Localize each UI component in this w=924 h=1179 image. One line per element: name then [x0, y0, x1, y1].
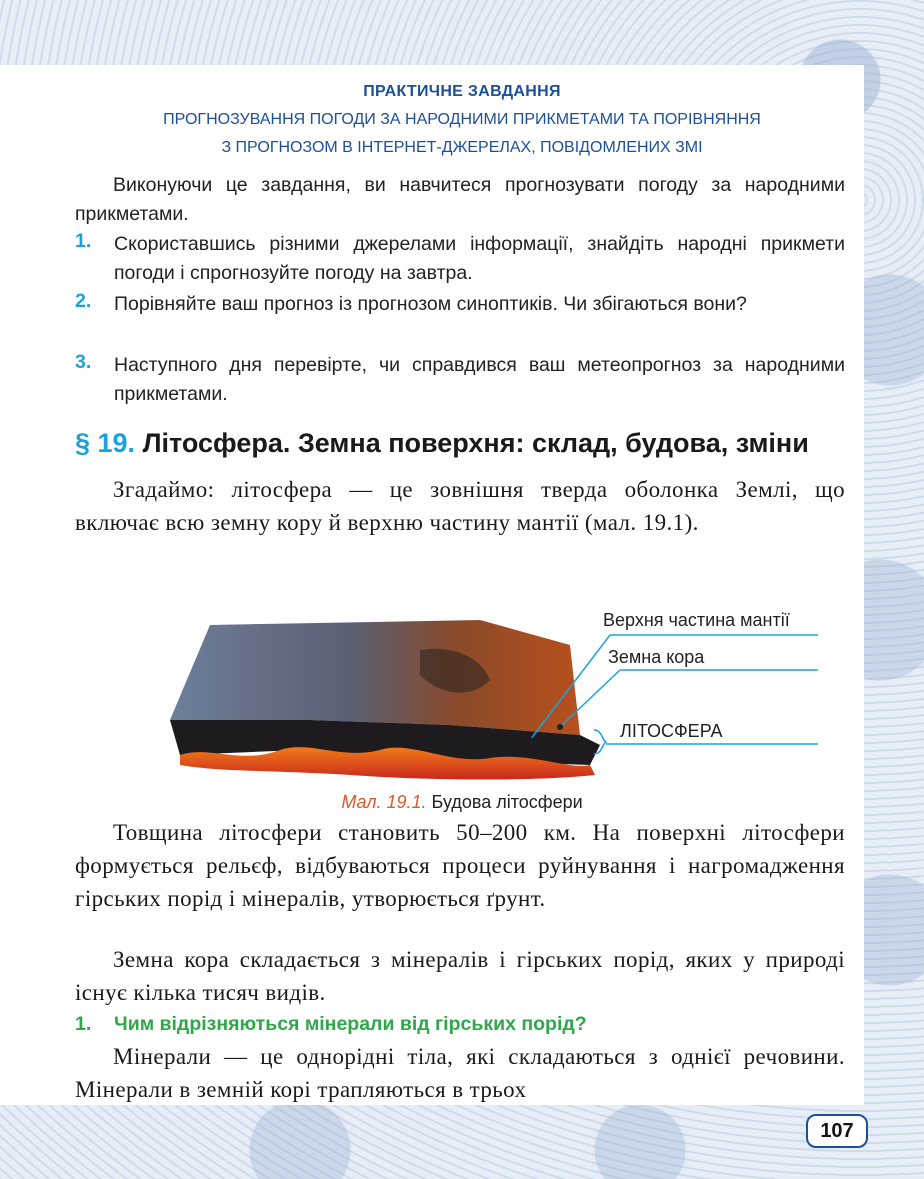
section-title: Літосфера. Земна поверхня: склад, будова, зміни — [142, 428, 809, 458]
step-text-1: Скориставшись різними джерелами інформації, знайдіть народні прикмети погоди і спрогнозуйте погоду на завтра. — [114, 233, 845, 284]
task-intro: Виконуючи це завдання, ви навчитеся прогнозувати погоду за народними прикметами. — [75, 174, 845, 225]
label-lithosphere: ЛІТОСФЕРА — [620, 721, 723, 741]
figure-caption — [0, 792, 924, 813]
caption-number: Мал. 19.1. — [341, 792, 427, 812]
mantle-pointer-dot — [527, 737, 533, 743]
crust-pointer-dot — [557, 724, 563, 730]
label-earth-crust: Земна кора — [608, 647, 705, 667]
lithosphere-figure — [150, 600, 830, 800]
section-number: § 19. — [75, 428, 136, 458]
paragraph-crust-composition: Земна кора складається з мінералів і гірських порід, яких у природі існує кілька тисяч видів. — [75, 947, 845, 1005]
practical-task-subtitle-line2: З ПРОГНОЗОМ В ІНТЕРНЕТ-ДЖЕРЕЛАХ, ПОВІДОМЛЕНИХ ЗМІ — [221, 139, 703, 156]
paragraph-lithosphere-definition: Згадаймо: літосфера — це зовнішня тверда оболонка Землі, що включає всю земну кору й верхню частину мантії (мал. 19.1). — [75, 477, 845, 535]
page-number: 107 — [806, 1114, 868, 1148]
label-upper-mantle: Верхня частина мантії — [603, 610, 790, 630]
practical-task-subtitle-line1: ПРОГНОЗУВАННЯ ПОГОДИ ЗА НАРОДНИМИ ПРИКМЕТАМИ ТА ПОРІВНЯННЯ — [163, 111, 761, 128]
paragraph-lithosphere-thickness: Товщина літосфери становить 50–200 км. На поверхні літосфери формується рельєф, відбуваються процеси руйнування і нагромадження гірських порід і мінералів, утворюється ґрунт. — [75, 820, 845, 911]
caption-text: Будова літосфери — [431, 792, 583, 812]
step-number-3: 3. — [75, 351, 92, 373]
step-number-2: 2. — [75, 290, 92, 312]
question-number: 1. — [75, 1013, 92, 1035]
practical-task-title: ПРАКТИЧНЕ ЗАВДАННЯ — [363, 83, 561, 100]
step-text-3: Наступного дня перевірте, чи справдився ваш метеопрогноз за народними прикметами. — [114, 354, 845, 405]
crust-surface — [170, 620, 580, 735]
step-number-1: 1. — [75, 230, 92, 252]
paragraph-minerals-definition: Мінерали — це однорідні тіла, які складаються з однієї речовини. Мінерали в земній корі трапляються в трьох — [75, 1044, 845, 1102]
question-heading: Чим відрізняються мінерали від гірських порід? — [114, 1013, 587, 1035]
step-text-2: Порівняйте ваш прогноз із прогнозом синоптиків. Чи збігаються вони? — [114, 293, 747, 315]
section-heading — [75, 428, 809, 459]
